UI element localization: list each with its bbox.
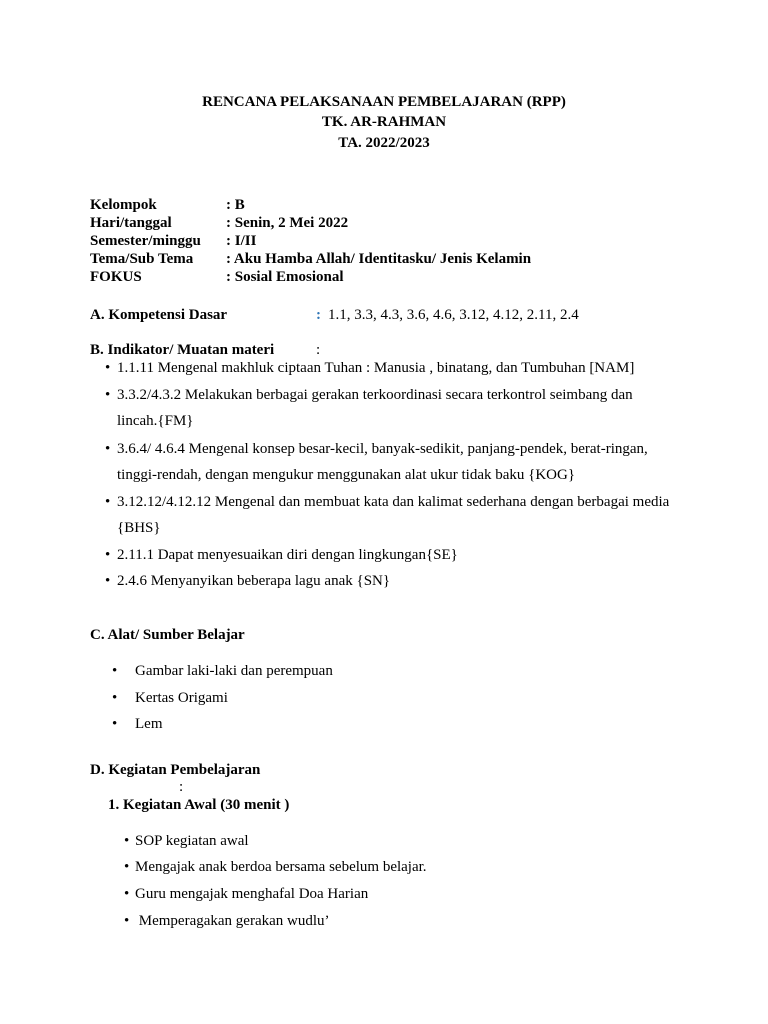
indicator-item: 2.4.6 Menyanyikan beberapa lagu anak {SN} <box>117 573 391 589</box>
tool-bullet: • <box>112 663 118 679</box>
indicator-item-continued: {BHS} <box>117 520 161 536</box>
activity-bullet: • <box>124 886 130 902</box>
identity-value-fokus: : Sosial Emosional <box>226 269 344 285</box>
indicator-bullet: • <box>105 360 111 376</box>
indicator-item: 1.1.11 Mengenal makhluk ciptaan Tuhan : Manusia , binatang, dan Tumbuhan [NAM] <box>117 360 635 376</box>
tool-item: Kertas Origami <box>135 690 228 706</box>
tool-bullet: • <box>112 690 118 706</box>
identity-label-hari: Hari/tanggal <box>90 215 172 231</box>
activity-bullet: • <box>124 833 130 849</box>
indicator-item-continued: lincah.{FM} <box>117 413 194 429</box>
section-d-colon: : <box>179 779 184 795</box>
identity-label-fokus: FOKUS <box>90 269 142 285</box>
activity-subheading: 1. Kegiatan Awal (30 menit ) <box>108 797 290 813</box>
section-b-heading: B. Indikator/ Muatan materi <box>90 342 275 358</box>
section-c-heading: C. Alat/ Sumber Belajar <box>90 627 245 643</box>
activity-item: Mengajak anak berdoa bersama sebelum belajar. <box>135 859 427 875</box>
indicator-bullet: • <box>105 387 111 403</box>
section-d-heading: D. Kegiatan Pembelajaran <box>90 762 261 778</box>
identity-label-semester: Semester/minggu <box>90 233 201 249</box>
indicator-item: 3.6.4/ 4.6.4 Mengenal konsep besar-kecil, banyak-sedikit, panjang-pendek, berat-ringan, <box>117 441 648 457</box>
indicator-bullet: • <box>105 441 111 457</box>
tool-item: Lem <box>135 716 163 732</box>
indicator-bullet: • <box>105 547 111 563</box>
identity-value-hari: : Senin, 2 Mei 2022 <box>226 215 349 231</box>
indicator-item: 2.11.1 Dapat menyesuaikan diri dengan lingkungan{SE} <box>117 547 458 563</box>
identity-label-kelompok: Kelompok <box>90 197 157 213</box>
identity-value-semester: : I/II <box>226 233 257 249</box>
section-a-colon: : <box>316 307 321 323</box>
identity-value-kelompok: : B <box>226 197 245 213</box>
indicator-item: 3.3.2/4.3.2 Melakukan berbagai gerakan terkoordinasi secara terkontrol seimbang dan <box>117 387 633 403</box>
activity-bullet: • <box>124 859 130 875</box>
identity-value-tema: : Aku Hamba Allah/ Identitasku/ Jenis Kelamin <box>226 251 532 267</box>
section-a-value: 1.1, 3.3, 4.3, 3.6, 4.6, 3.12, 4.12, 2.11, 2.4 <box>328 307 579 323</box>
section-a-heading: A. Kompetensi Dasar <box>90 307 228 323</box>
section-b-colon: : <box>316 342 321 358</box>
indicator-bullet: • <box>105 573 111 589</box>
activity-item: Memperagakan gerakan wudlu’ <box>135 913 330 929</box>
indicator-item-continued: tinggi-rendah, dengan mengukur menggunakan alat ukur tidak baku {KOG} <box>117 467 576 483</box>
indicator-bullet: • <box>105 494 111 510</box>
document-title: RENCANA PELAKSANAAN PEMBELAJARAN (RPP) <box>202 94 566 110</box>
activity-bullet: • <box>124 913 130 929</box>
activity-item: Guru mengajak menghafal Doa Harian <box>135 886 369 902</box>
school-name: TK. AR-RAHMAN <box>321 114 447 130</box>
activity-item: SOP kegiatan awal <box>135 833 249 849</box>
identity-label-tema: Tema/Sub Tema <box>90 251 194 267</box>
tool-item: Gambar laki-laki dan perempuan <box>135 663 333 679</box>
tool-bullet: • <box>112 716 118 732</box>
academic-year: TA. 2022/2023 <box>338 135 430 151</box>
indicator-item: 3.12.12/4.12.12 Mengenal dan membuat kata dan kalimat sederhana dengan berbagai media <box>117 494 670 510</box>
